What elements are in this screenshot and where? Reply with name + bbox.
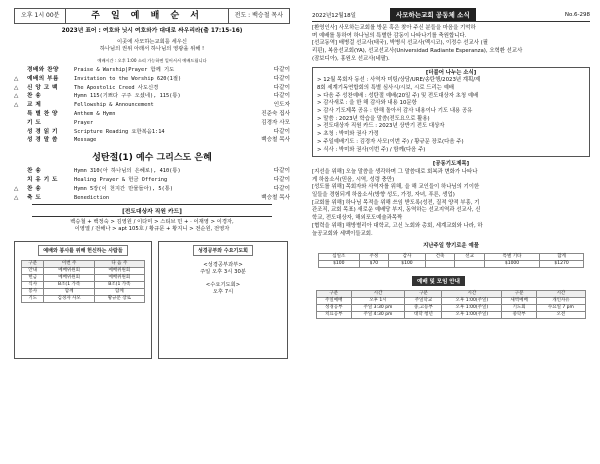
table-cell: 수요일 7 pm <box>536 304 585 311</box>
order-desc: Hymn 310(아 하나님의 은혜로), 410(통) <box>74 168 181 175</box>
table-row <box>22 282 145 289</box>
meeting-table <box>316 290 586 319</box>
text-line: > 주일예배기도 : 김경자 사모(이번 주) / 황규문 장로(다음 주) <box>317 138 464 145</box>
order-name: 찬 송 <box>27 168 42 175</box>
table-cell: 예배위원회 <box>44 275 94 282</box>
order-desc: Scripture Reading 요한복음1:14 <box>74 128 165 135</box>
order-mark: △ <box>14 84 19 91</box>
order-leader: 김경자 사모 <box>261 119 290 126</box>
table-header: 시간 <box>442 290 502 297</box>
worship-order-title: 주 일 예 배 순 서 <box>91 11 203 21</box>
news-section <box>312 25 590 64</box>
table-row <box>22 296 145 303</box>
order-mark <box>14 176 27 185</box>
order-name: 찬 송 <box>27 93 42 100</box>
order-leader: 백승철 목사 <box>261 137 290 144</box>
text-line: 리핀), 복음선교회(YA), 선교선교사(Universidad Radiante Esperanza), 오혁환 선교사 <box>312 48 523 55</box>
order-mark <box>14 119 27 128</box>
order-leader: 다같이 <box>273 176 290 183</box>
order-name: 찬 송 <box>27 185 42 192</box>
text-line: 늘공교회와 세백이들교회. <box>312 230 373 237</box>
table-cell: 헌금 <box>22 275 44 282</box>
order-row <box>14 119 290 128</box>
offering-title: 지난주일 향기로운 예물 <box>423 243 479 250</box>
text-line: > 감사 기도제목 공유 : 한해 돌아서 감사 내용이나 기도 내용 공유 <box>317 108 473 115</box>
table-cell: 예배위원회 <box>44 268 94 275</box>
text-line: > 초청 : 박미와 권사 가정 <box>317 131 379 138</box>
text-line: 8회 세계기독연합회의 특별 심사시/시보, 시로 드리는 예배 <box>317 84 455 91</box>
table-cell: B조(1 가족 <box>44 282 94 289</box>
study-title: 성경공부와 수요기도회 <box>193 245 253 256</box>
bulletin-right-page <box>300 0 600 464</box>
table-row <box>22 289 145 296</box>
order-row <box>14 176 290 185</box>
table-cell: $70 <box>359 260 389 267</box>
order-desc: Benediction <box>74 194 110 201</box>
order-name: 특 별 찬 양 <box>27 110 58 117</box>
order-name: 교 제 <box>27 102 42 109</box>
text-line: [협력을 위해] 해방별리아 대학교, 고신 노회와 총회, 세계교회와 나라, 하 <box>312 222 483 229</box>
table-header: 구분 <box>405 290 442 297</box>
table-cell: B조(1 가족 <box>94 282 144 289</box>
table-cell: $100 <box>389 260 426 267</box>
table-cell: 오후 1:00(주일) <box>442 311 502 318</box>
table-cell <box>455 260 485 267</box>
table-cell: 주일학교 <box>405 297 442 304</box>
text-line: [환영인사] 사모하는교회를 방문 혹은 찾아 주신 분들을 마음을 기억하 <box>312 25 476 31</box>
text-line: > 전도대상자 직원 카드 : 2023년 상반기 전도 대상자 <box>317 123 445 130</box>
volunteers-box <box>14 241 152 359</box>
table-cell: 성경공부 <box>317 304 352 311</box>
text-line: [지선을 위해] 오늘 말씀을 생각하며 그 말씀대로 회복과 변화가 나타나 <box>312 168 478 175</box>
table-row <box>317 311 586 318</box>
table-header: 건축 <box>425 253 455 260</box>
order-row <box>14 167 290 176</box>
order-name: 경배와 찬양 <box>27 67 59 73</box>
order-leader: 다같이 <box>273 93 290 100</box>
order-name: 성 경 읽 기 <box>27 128 58 135</box>
order-row <box>14 128 290 137</box>
text-line: > 감사새로 : 을 한 해 감사와 내용 10문항 <box>317 100 417 107</box>
order-mark <box>14 128 27 137</box>
table-cell: 함께 <box>94 289 144 296</box>
order-desc: Prayer <box>74 119 94 126</box>
table-cell: 봉사 <box>22 289 44 296</box>
order-row <box>14 101 290 110</box>
table-cell: 치료공부 <box>317 311 352 318</box>
table-cell: 주일 4:30 pm <box>351 311 405 318</box>
order-name: 치 유 기 도 <box>27 176 58 183</box>
meeting-title: 예배 및 모임 안내 <box>412 276 465 286</box>
table-cell: 함께 <box>44 289 94 296</box>
prayer-title: [공동기도제목] <box>432 161 470 168</box>
table-cell: 식사 <box>22 282 44 289</box>
table-cell: 황규문 장로 <box>94 296 144 303</box>
table-row <box>22 268 145 275</box>
sermon-title: 성탄절(1) 예수 그리스도 은혜 <box>92 153 212 164</box>
table-row <box>317 304 586 311</box>
table-cell: 기도 <box>22 296 44 303</box>
order-row <box>14 66 290 75</box>
news-header <box>312 8 590 22</box>
order-mark: △ <box>14 185 19 192</box>
table-cell: 주일예배 <box>317 297 352 304</box>
order-leader: 백승철 목사 <box>261 194 290 201</box>
bulletin-date: 2022년12월18일 <box>312 12 356 19</box>
order-desc: Fellowship & Announcement <box>74 102 154 109</box>
text-line: 며 예배를 통하여 하나님의 특별한 감동이 나타나기를 축원합니다. <box>312 32 467 39</box>
table-header: 이번 주 <box>44 261 94 268</box>
order-row <box>14 75 290 84</box>
order-mark: △ <box>14 93 19 100</box>
order-desc: Message <box>74 137 97 144</box>
order-row <box>14 110 290 119</box>
study-time: 주일 오후 3시 30분 <box>200 269 246 276</box>
volunteers-table <box>21 260 145 303</box>
order-desc: Hymn 5장(이 천지간 만물들아), 5(통) <box>74 185 174 192</box>
order-mark: △ <box>14 75 19 82</box>
text-line: > 다음 주 성찬예배 : 성탄절 예배(20일 주) 및 전도대상자 초청 예배 <box>317 92 479 99</box>
order-row <box>14 185 290 194</box>
order-row <box>14 84 290 93</box>
offering-table <box>318 253 584 268</box>
table-header: 감사 <box>389 253 426 260</box>
order-mark <box>14 66 27 75</box>
news-title: 사모하는교회 공동체 소식 <box>390 8 476 21</box>
table-header: 구분 <box>22 261 44 268</box>
table-cell <box>425 260 455 267</box>
table-cell: 김경자 사모 <box>44 296 94 303</box>
worship-order-list-2 <box>14 167 290 202</box>
order-desc: The Apostolic Creed 사도신경 <box>74 84 159 91</box>
prayer-meeting-time: 오후 7시 <box>212 289 234 296</box>
worship-header <box>14 8 290 24</box>
table-cell: 기도회 <box>502 304 537 311</box>
table-cell: $1000 <box>484 260 539 267</box>
table-cell: 대학 청년 <box>405 311 442 318</box>
order-row <box>14 136 290 145</box>
card-text-1: 백승철 + 백정숙 > 김영원 / 이다미 > 스티브 민 + · 이재영 > 이경자, <box>70 219 234 226</box>
table-cell: 오전 <box>536 311 585 318</box>
table-header: 구분 <box>317 290 352 297</box>
table-cell: 오후 1시 <box>351 297 405 304</box>
order-mark: △ <box>14 194 19 201</box>
table-cell: 새벽예배 <box>502 297 537 304</box>
table-cell: 주일 3:30 pm <box>351 304 405 311</box>
order-name: 신 앙 고 백 <box>27 84 58 91</box>
table-cell: 안내 <box>22 268 44 275</box>
order-leader: 다같이 <box>273 185 290 192</box>
welcome-line-2: 하나님의 권위 아래서 하나님의 영광을 위해 ! <box>99 46 205 52</box>
volunteers-title: 예배와 봉사를 위해 헌신하는 사람들 <box>38 245 127 256</box>
prayer-list <box>312 169 590 238</box>
order-leader: 인도자 <box>273 102 290 109</box>
card-text-2: 이영열 / 전해나 > apt 105호 / 황규문 + 황지니 > 전순원, 전영자 <box>74 226 230 233</box>
order-name: 축 도 <box>27 194 42 201</box>
table-cell: 중,고등부 <box>405 304 442 311</box>
text-line: (잠보디아), 홍원오 선교사(네팔). <box>312 55 390 62</box>
table-cell: 중학부 <box>502 311 537 318</box>
table-cell: 예배위원회 <box>94 275 144 282</box>
order-desc: Healing Prayer & 헌금 Offering <box>74 176 168 183</box>
table-row <box>317 297 586 304</box>
preacher-label: 전도 : 백승철 목사 <box>228 9 289 23</box>
order-name: 성 경 말 씀 <box>27 137 58 144</box>
table-header: 시간 <box>351 290 405 297</box>
order-mark <box>14 110 27 119</box>
order-mark <box>14 136 27 145</box>
order-row <box>14 92 290 101</box>
table-header: 특별 기타 <box>484 253 539 260</box>
bulletin-number: No.6-298 <box>564 11 590 18</box>
share-title: [더불어 나누는 소식] <box>425 69 477 76</box>
table-header: 선교 <box>455 253 485 260</box>
table-cell: $100 <box>319 260 360 267</box>
order-name: 기 도 <box>27 119 42 126</box>
order-desc: Hymn 115(기쁘다 구주 오셨네), 115(통) <box>74 93 181 100</box>
table-row <box>22 275 145 282</box>
order-leader: 다같이 <box>273 128 290 135</box>
prayer-meeting-label: <수요기도회> <box>205 282 241 289</box>
order-leader: 다같이 <box>273 75 290 82</box>
order-desc: Anthem & Hymn <box>74 110 116 117</box>
text-line: [교회를 위해] 하나님 목적을 위해 쓰임 받도록(성전, 질적 양적 부흥, 기 <box>312 199 480 206</box>
table-header: 다 음 주 <box>94 261 144 268</box>
text-line: 일들을 경험되게 하옵소서(방향 성도, 가정, 자녀, 푸른, 생업) <box>312 192 455 199</box>
worship-note: 예배시간 : 오후 1:00 소리 가능하면 일어서서 예배드립니다 <box>97 58 207 63</box>
order-mark: △ <box>14 102 19 109</box>
share-box <box>312 67 590 158</box>
order-name: 예배의 부름 <box>27 75 59 82</box>
year-theme: 2023년 표어 : 여호와 닛시 여호와가 대대로 싸우리라(출 17:15-16) <box>61 28 243 34</box>
table-cell: 오후 1:00(주일) <box>442 297 502 304</box>
table-header: 합계 <box>540 253 584 260</box>
text-line: [성도를 위해] 목회자와 사역자를 위해, 을 해 교인들이 하나님의 기이한 <box>312 184 480 191</box>
worship-time: 오후 1시 00분 <box>15 9 66 23</box>
order-desc: Praise & Warship|Prayer 함께 기도 <box>74 67 175 73</box>
text-line: > 12월 목회자 동선 : 사역자 미팅/상담/URE/송탄행/2023년 계획/제 <box>317 77 481 84</box>
table-cell: $1270 <box>540 260 584 267</box>
table-header: 주정 <box>359 253 389 260</box>
order-desc: Invitation to the Worship 620(1절) <box>74 75 182 82</box>
study-label: <성경공부과부> <box>203 262 243 269</box>
share-list <box>317 77 585 154</box>
table-header: 구분 <box>502 290 537 297</box>
study-box <box>158 241 288 359</box>
order-leader: 다같이 <box>273 168 290 175</box>
order-leader: 다같이 <box>273 84 290 91</box>
order-row <box>14 194 290 203</box>
worship-order-list <box>14 66 290 145</box>
table-cell: 예배위원회 <box>94 268 144 275</box>
table-header: 십일조 <box>319 253 360 260</box>
text-line: > 식사 : 박미와 권사(이번 주) / 함께(다음 주) <box>317 146 426 153</box>
text-line: [선교동역] 배병걸 선교사(태국), 박병식 선교사(멕시코), 이정수 선교사 (필 <box>312 40 488 47</box>
table-cell: 개인자유 <box>536 297 585 304</box>
order-leader: 진준숙 집사 <box>261 110 290 117</box>
order-mark <box>14 167 27 176</box>
table-cell: 오후 1:00(주일) <box>442 304 502 311</box>
card-title: [전도대상자 직원 카드] <box>32 204 272 217</box>
text-line: > 말씀 : 2023년 학습을 말씀(전도요으로 활용) <box>317 115 430 122</box>
table-header: 시간 <box>536 290 585 297</box>
text-line: 관조직, 교회 목표) 새로운 예배당 부지, 동역하는 선교지역과 선교사, 신 <box>312 207 481 214</box>
text-line: 학교, 전도대상자, 해외포도예술과목짝 <box>312 215 403 222</box>
order-leader: 다같이 <box>273 67 290 73</box>
text-line: 게 하옵소서(믿음, 시역, 성령 충만) <box>312 176 395 183</box>
welcome-line-1: 이곳에 사모하는교회를 세우신 <box>117 39 187 45</box>
